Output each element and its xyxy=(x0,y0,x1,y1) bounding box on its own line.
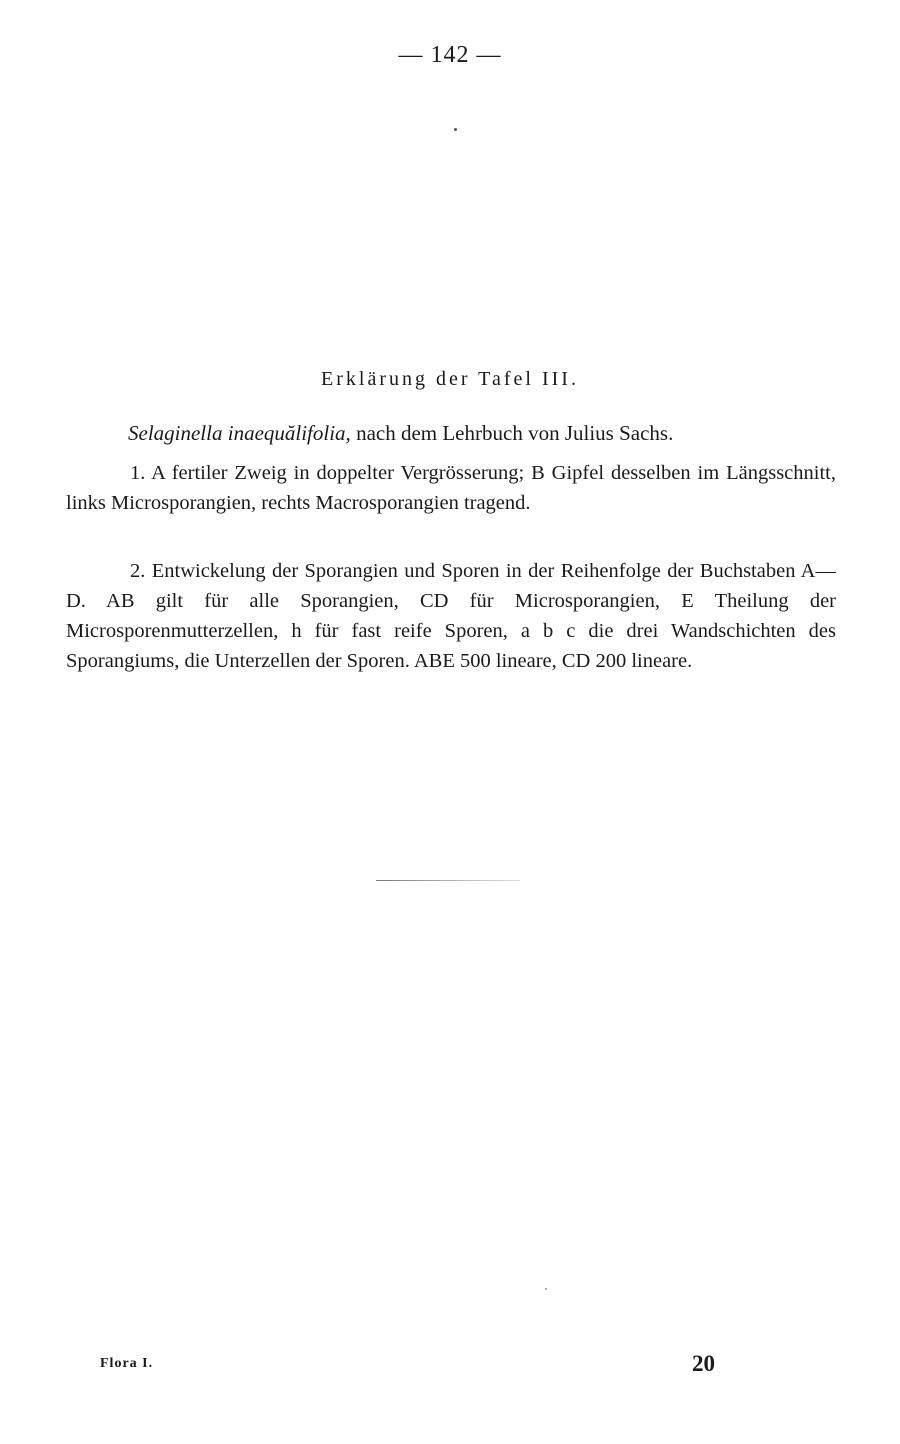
section-divider xyxy=(376,880,520,881)
ink-speck xyxy=(545,1288,547,1290)
sheet-number: 20 xyxy=(692,1351,715,1376)
signature-mark: Flora I. xyxy=(100,1356,154,1371)
section-title: Erklärung der Tafel III. xyxy=(321,368,579,390)
page-number: — 142 — xyxy=(398,42,502,68)
subtitle-source: nach dem Lehrbuch von Julius Sachs. xyxy=(350,421,674,445)
section-subtitle xyxy=(128,418,848,448)
explanation-paragraph-1: 1. A fertiler Zweig in doppelter Vergrösserung; B Gipfel desselben im Längsschnitt, links Microsporangien, rechts Macrosporangien tragend. xyxy=(66,462,836,514)
ink-speck xyxy=(454,128,457,131)
explanation-paragraph-2: 2. Entwickelung der Sporangien und Sporen in der Reihenfolge der Buchstaben A—D. AB gilt für alle Sporangien, CD für Microsporangien, E Theilung der Microsporenmutterzellen, h für fast reife Sporen, a b c die drei Wandschichten des Sporangiums, die Unterzellen der Sporen. ABE 500 lineare, CD 200 lineare. xyxy=(66,560,836,672)
species-name: Selaginella inaequălifolia, xyxy=(128,421,351,445)
